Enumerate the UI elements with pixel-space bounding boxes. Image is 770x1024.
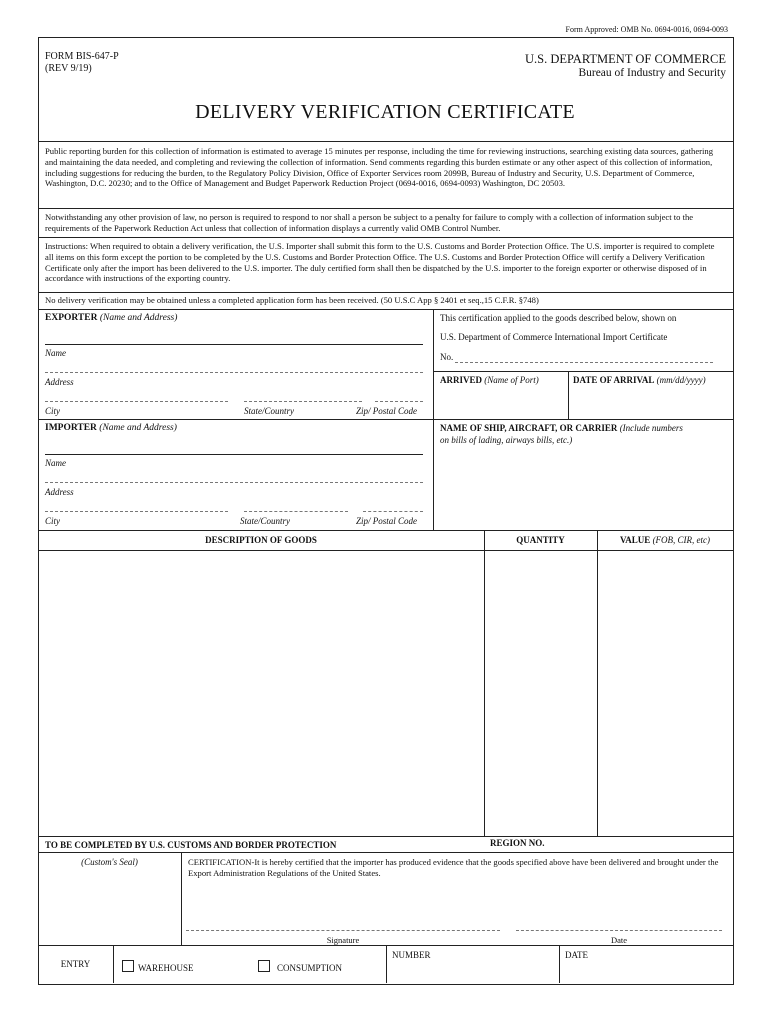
signature-label: Signature bbox=[326, 935, 360, 945]
carrier-heading: NAME OF SHIP, AIRCRAFT, OR CARRIER (Include numbers bbox=[440, 423, 683, 433]
no-delivery-statement: No delivery verification may be obtained unless a completed application form has been received. (50 U.S.C App § 2401 et seq.,15 C.F.R. §748) bbox=[45, 295, 539, 305]
entry-number-label: NUMBER bbox=[392, 950, 431, 960]
quantity-field[interactable] bbox=[486, 552, 595, 832]
exporter-name-field[interactable] bbox=[45, 330, 423, 344]
importer-name-field[interactable] bbox=[45, 441, 423, 454]
warehouse-checkbox[interactable] bbox=[122, 960, 134, 972]
certificate-no-label: No. bbox=[440, 352, 454, 362]
region-no-field[interactable] bbox=[556, 838, 730, 851]
arrived-heading: ARRIVED (Name of Port) bbox=[440, 375, 539, 385]
importer-heading: IMPORTER (Name and Address) bbox=[45, 423, 177, 433]
omb-note: Form Approved: OMB No. 0694-0016, 0694-0093 bbox=[565, 25, 728, 34]
exporter-city-label: City bbox=[45, 406, 60, 416]
carrier-field[interactable] bbox=[437, 450, 729, 526]
arrival-date-field[interactable] bbox=[571, 388, 729, 416]
burden-statement: Public reporting burden for this collection of information is estimated to average 15 minutes per response, including the time for reviewing instructions, searching existing data sources, gathering and maintaining the data needed, and completing and reviewing the collection of information. Send comments regarding this burden estimate or any other aspect of this collection of information, including suggestions for reducing the burden, to the Regulatory Policy Division, Office of Exporter Services room 2099B, Bureau of Industry and Security, U.S. Department of Commerce, Washington, D.C. 20230; and to the Office of Management and Budget Paperwork Reduction Project (0694-0016, 0694-0093) Washington, DC 20503. bbox=[45, 146, 713, 189]
arrival-date-heading: DATE OF ARRIVAL (mm/dd/yyyy) bbox=[573, 375, 706, 385]
entry-date-field[interactable] bbox=[563, 962, 729, 980]
certification-date-label: Date bbox=[610, 935, 628, 945]
arrived-port-field[interactable] bbox=[437, 388, 565, 416]
certification-applied-line1: This certification applied to the goods described below, shown on bbox=[440, 313, 677, 323]
signature-field[interactable] bbox=[186, 916, 500, 930]
consumption-checkbox[interactable] bbox=[258, 960, 270, 972]
entry-date-label: DATE bbox=[565, 950, 588, 960]
department-name: U.S. DEPARTMENT OF COMMERCE bbox=[524, 52, 726, 66]
certification-applied-line2: U.S. Department of Commerce International Import Certificate bbox=[440, 332, 668, 342]
description-field[interactable] bbox=[40, 552, 482, 832]
entry-label: ENTRY bbox=[60, 959, 91, 969]
carrier-hint: on bills of lading, airways bills, etc.) bbox=[440, 435, 573, 445]
form-revision: (REV 9/19) bbox=[45, 63, 92, 74]
importer-state-label: State/Country bbox=[240, 516, 290, 526]
description-header: DESCRIPTION OF GOODS bbox=[205, 535, 317, 545]
instructions-text: Instructions: When required to obtain a delivery verification, the U.S. Importer shall submit this form to the U.S. Customs and Border Protection Office. The U.S. importer is required to complete all items on this form except the portion to be completed by the U.S. Customs and Border Protection Office. The U.S. Customs and Border Protection Office will certify a Delivery Verification Certificate only after the import has been delivered to the U.S. importer. The duly certified form shall then be dispatched by the U.S. importer to the foreign exporter or otherwise disposed of in accordance with instructions of the exporting country. bbox=[45, 241, 715, 284]
exporter-heading: EXPORTER (Name and Address) bbox=[45, 313, 178, 323]
notwithstanding-statement: Notwithstanding any other provision of law, no person is required to respond to nor shall a person be subject to a penalty for failure to comply with a collection of information subject to the requirements of the Paperwork Reduction Act unless that collection of information displays a currently valid OMB Control Number. bbox=[45, 212, 694, 233]
customs-seal-label: (Custom's Seal) bbox=[81, 857, 138, 867]
exporter-zip-label: Zip/ Postal Code bbox=[356, 406, 418, 416]
quantity-header: QUANTITY bbox=[516, 535, 565, 545]
certificate-no-field[interactable] bbox=[455, 350, 713, 362]
exporter-address-field[interactable] bbox=[45, 360, 423, 372]
certification-date-field[interactable] bbox=[516, 916, 722, 930]
exporter-address-label: Address bbox=[45, 377, 74, 387]
form-id: FORM BIS-647-P bbox=[45, 51, 119, 62]
importer-name-label: Name bbox=[45, 458, 66, 468]
consumption-label: CONSUMPTION bbox=[277, 963, 343, 973]
certification-text: CERTIFICATION-It is hereby certified that the importer has produced evidence that the goods specified above have been delivered and brought under the Export Administration Regulations of the United States. bbox=[188, 857, 719, 878]
bureau-name: Bureau of Industry and Security bbox=[578, 67, 726, 79]
warehouse-label: WAREHOUSE bbox=[138, 963, 194, 973]
region-no-label: REGION NO. bbox=[490, 838, 545, 848]
importer-address-label: Address bbox=[45, 487, 74, 497]
value-field[interactable] bbox=[599, 552, 731, 832]
importer-city-label: City bbox=[45, 516, 60, 526]
importer-address-field[interactable] bbox=[45, 470, 423, 482]
page-title: DELIVERY VERIFICATION CERTIFICATE bbox=[195, 101, 575, 123]
exporter-name-label: Name bbox=[45, 348, 66, 358]
exporter-state-label: State/Country bbox=[244, 406, 294, 416]
customs-section-heading: TO BE COMPLETED BY U.S. CUSTOMS AND BORDER PROTECTION bbox=[45, 840, 337, 850]
entry-number-field[interactable] bbox=[390, 962, 556, 980]
value-header: VALUE (FOB, CIR, etc) bbox=[619, 535, 711, 545]
importer-zip-label: Zip/ Postal Code bbox=[356, 516, 418, 526]
